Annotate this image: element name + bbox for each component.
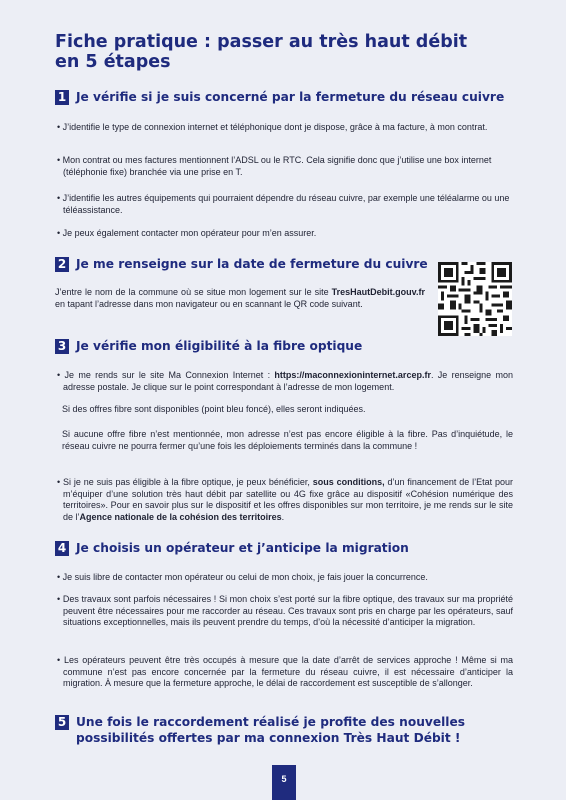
list-item: • Les opérateurs peuvent être très occupés à mesure que la date d’arrêt de services approche ! Même si ma commune n’est pas encore concernée par la fermeture du réseau cuivre, il est nécessaire d’anticiper la migration. À mesure que la fermeture approche, le délai de raccordement est susceptible de s’allonger. [57, 655, 513, 688]
text: • Je me rends sur le site Ma Connexion Internet : [57, 370, 275, 380]
page-title-line1: Fiche pratique : passer au très haut débit [55, 32, 468, 52]
section-2-heading [55, 256, 428, 272]
list-item: • Mon contrat ou mes factures mentionnent l’ADSL ou le RTC. Cela signifie donc que j’utilise une box internet (téléphonie fixe) branchée via une prise en T. [57, 155, 492, 177]
section-3-heading [55, 338, 362, 354]
section-number-badge: 1 [55, 90, 69, 105]
section-title-line1: Une fois le raccordement réalisé je profite des nouvelles [76, 715, 465, 729]
text: en tapant l’adresse dans mon navigateur ou en scannant le QR code suivant. [55, 298, 363, 309]
list-item: • Je suis libre de contacter mon opérateur ou celui de mon choix, je fais jouer la concurrence. [57, 572, 428, 582]
list-item: • J’identifie les autres équipements qui pourraient dépendre du réseau cuivre, par exemple une téléalarme ou une téléassistance. [57, 193, 510, 215]
page-number: 5 [272, 765, 296, 800]
qr-code-icon[interactable] [438, 262, 512, 336]
list-item [55, 370, 513, 393]
website-link[interactable]: TresHautDebit.gouv.fr [331, 287, 425, 297]
paragraph: Si aucune offre fibre n’est mentionnée, mon adresse n’est pas encore éligible à la fibre. Pas d’inquiétude, le réseau cuivre ne pourra fermer qu’une fois les déploiements terminés dans la commune ! [62, 429, 513, 451]
section-4-heading [55, 540, 409, 556]
emphasis: sous conditions, [312, 477, 385, 487]
section-title: Je vérifie si je suis concerné par la fermeture du réseau cuivre [76, 90, 505, 104]
agency-link[interactable]: Agence nationale de la cohésion des territoires [79, 511, 282, 522]
section-title: Je me renseigne sur la date de fermeture du cuivre [76, 257, 428, 271]
section-title [76, 714, 465, 746]
list-item [55, 477, 513, 523]
text: J’entre le nom de la commune où se situe mon logement sur le site [55, 287, 332, 297]
list-item: • Je peux également contacter mon opérateur pour m’en assurer. [57, 228, 317, 238]
section-5-heading [55, 714, 465, 746]
list-item: • J’identifie le type de connexion internet et téléphonique dont je dispose, grâce à ma facture, à mon contrat. [57, 122, 488, 132]
section-number-badge: 2 [55, 257, 69, 272]
page-title [55, 32, 515, 72]
section-title: Je choisis un opérateur et j’anticipe la migration [76, 541, 409, 555]
section-1-heading [55, 89, 504, 105]
text: d’un financement de l’Etat pour m’équiper d’une solution très haut débit par satellite ou 4G fixe grâce au dispositif «Cohésion numérique des territoires». Pour en savoir plus sur le dispositif et les offres disponibles sur mon territoire, je me rends sur le site de l’ [63, 477, 513, 522]
section-2-paragraph [55, 287, 425, 310]
section-number-badge: 5 [55, 715, 69, 730]
page-title-line2: en 5 étapes [55, 52, 171, 72]
website-link[interactable]: https://maconnexioninternet.arcep.fr [274, 370, 431, 380]
text: • Si je ne suis pas éligible à la fibre optique, je peux bénéficier, [57, 477, 313, 487]
section-number-badge: 4 [55, 541, 69, 556]
section-number-badge: 3 [55, 339, 69, 354]
paragraph: Si des offres fibre sont disponibles (point bleu foncé), elles seront indiquées. [62, 404, 366, 414]
list-item: • Des travaux sont parfois nécessaires ! Si mon choix s’est porté sur la fibre optique, des travaux sur ma propriété peuvent être nécessaires pour me raccorder au réseau. Ces travaux sont pris en charge par les opérateurs, sauf situations exceptionnelles, mais ils peuvent prendre du temps, d’où la nécessité d’anticiper la migration. [57, 594, 513, 627]
section-title: Je vérifie mon éligibilité à la fibre optique [76, 339, 363, 353]
section-title-line2: possibilités offertes par ma connexion Très Haut Débit ! [76, 731, 461, 745]
text: . [281, 511, 285, 522]
text: . Je renseigne mon adresse postale. Je clique sur le point correspondant à l’adresse de mon logement. [63, 370, 513, 392]
